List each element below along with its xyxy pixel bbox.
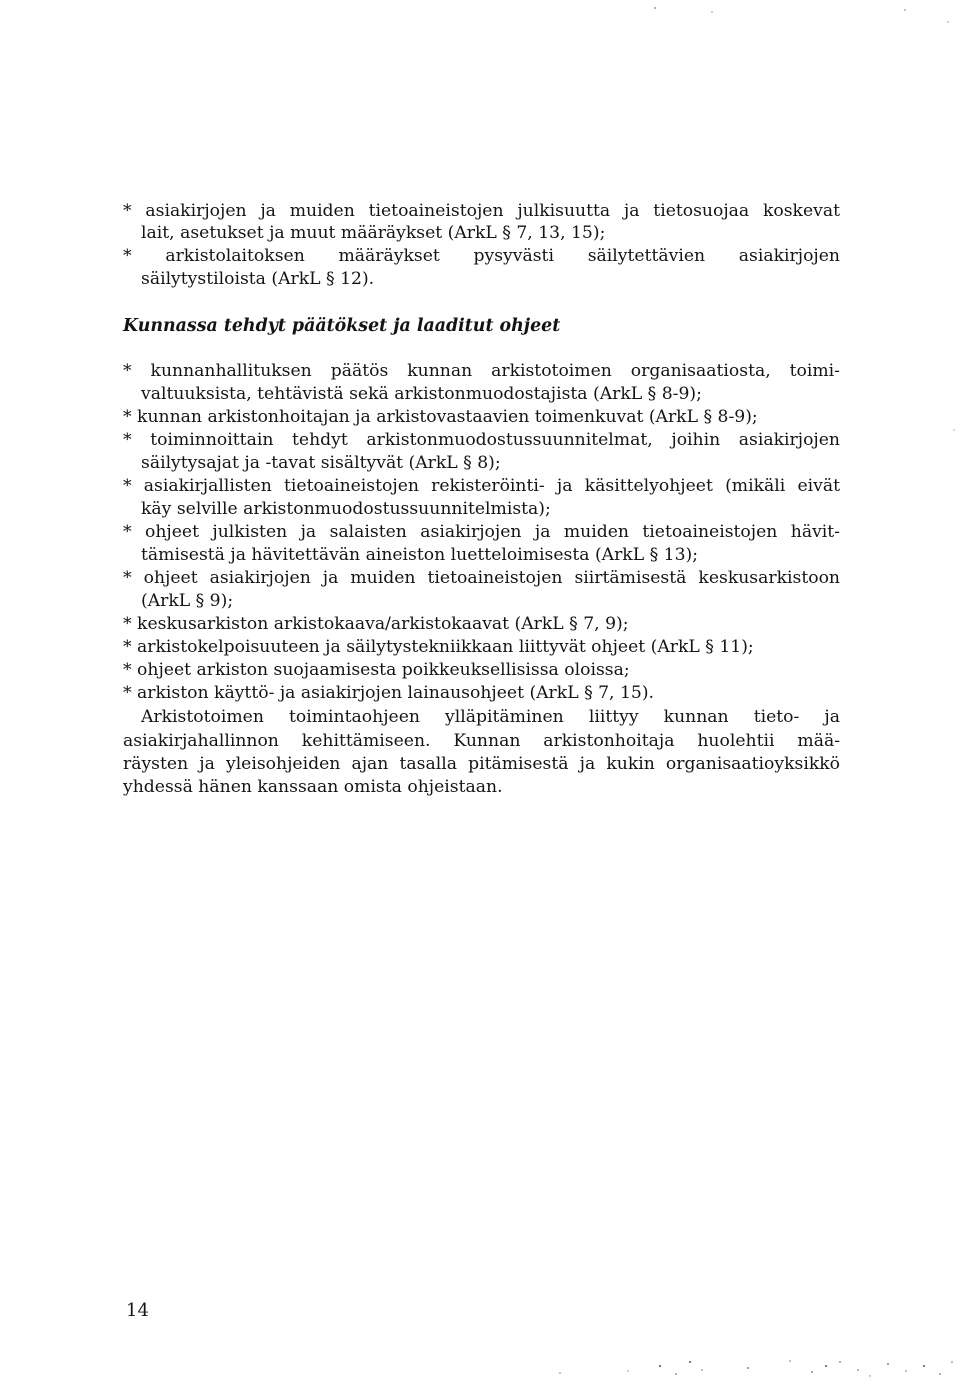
list-line: * asiakirjallisten tietoaineistojen rekisteröinti- ja käsittelyohjeet (mikäli eivät — [123, 476, 840, 496]
page-number: 14 — [126, 1300, 149, 1321]
list-line: säilytysajat ja -tavat sisältyvät (ArkL § 8); — [141, 453, 501, 473]
list-line: * ohjeet asiakirjojen ja muiden tietoaineistojen siirtämisestä keskusarkistoon — [123, 568, 840, 588]
bullet-line-3: * arkistolaitoksen määräykset pysyvästi säilytettävien asiakirjojen — [123, 246, 840, 266]
bullet-line-1: * asiakirjojen ja muiden tietoaineistojen julkisuutta ja tietosuojaa koskevat — [123, 201, 840, 221]
paragraph-line: räysten ja yleisohjeiden ajan tasalla pitämisestä ja kukin organisaatioyksikkö — [123, 754, 840, 774]
list-line: * arkistokelpoisuuteen ja säilytystekniikkaan liittyvät ohjeet (ArkL § 11); — [123, 637, 754, 657]
list-line: * ohjeet julkisten ja salaisten asiakirjojen ja muiden tietoaineistojen hävit- — [123, 522, 840, 542]
paragraph-line: asiakirjahallinnon kehittämiseen. Kunnan arkistonhoitaja huolehtii mää- — [123, 731, 840, 751]
list-line: * keskusarkiston arkistokaava/arkistokaavat (ArkL § 7, 9); — [123, 614, 629, 634]
list-line: valtuuksista, tehtävistä sekä arkistonmuodostajista (ArkL § 8-9); — [141, 384, 702, 404]
section-heading: Kunnassa tehdyt päätökset ja laaditut ohjeet — [123, 316, 561, 336]
paragraph-line: Arkistotoimen toimintaohjeen ylläpitäminen liittyy kunnan tieto- ja — [141, 707, 840, 727]
list-line: tämisestä ja hävitettävän aineiston luetteloimisesta (ArkL § 13); — [141, 545, 698, 565]
list-line: * kunnan arkistonhoitajan ja arkistovastaavien toimenkuvat (ArkL § 8-9); — [123, 407, 758, 427]
bullet-line-4: säilytystiloista (ArkL § 12). — [141, 269, 375, 289]
list-line: käy selville arkistonmuodostussuunnitelmista); — [141, 499, 551, 519]
list-line: * arkiston käyttö- ja asiakirjojen lainausohjeet (ArkL § 7, 15). — [123, 683, 655, 703]
bullet-line-2: lait, asetukset ja muut määräykset (ArkL § 7, 13, 15); — [141, 223, 606, 243]
list-line: * toiminnoittain tehdyt arkistonmuodostussuunnitelmat, joihin asiakirjojen — [123, 430, 840, 450]
list-line: * ohjeet arkiston suojaamisesta poikkeuksellisissa oloissa; — [123, 660, 630, 680]
paragraph-line: yhdessä hänen kanssaan omista ohjeistaan. — [123, 777, 503, 797]
list-line: * kunnanhallituksen päätös kunnan arkistotoimen organisaatiosta, toimi- — [123, 361, 840, 381]
list-line: (ArkL § 9); — [141, 591, 234, 611]
